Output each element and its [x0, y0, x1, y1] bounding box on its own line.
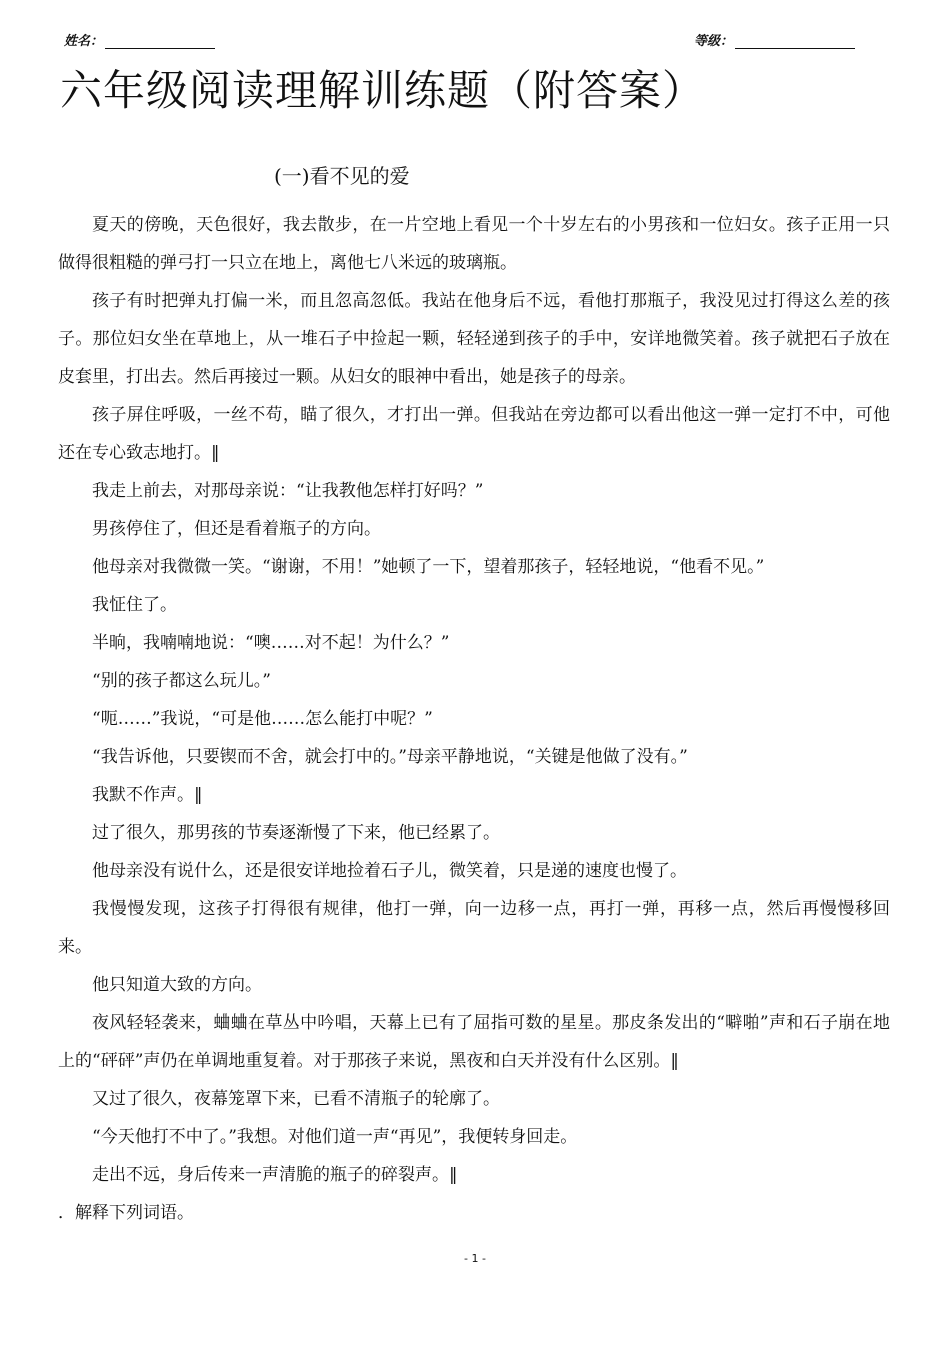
name-label: 姓名： — [64, 34, 104, 49]
document-title: 六年级阅读理解训练题（附答案） — [60, 66, 706, 115]
grade-label: 等级： — [694, 34, 734, 49]
page-number: - 1 - — [464, 1252, 486, 1265]
paragraph: 我慢慢发现，这孩子打得很有规律，他打一弹，向一边移一点，再打一弹，再移一点，然后再慢慢移回来。 — [58, 899, 890, 957]
paragraph: 男孩停住了，但还是看着瓶子的方向。 — [92, 519, 381, 539]
paragraph: “我告诉他，只要锲而不舍，就会打中的。”母亲平静地说，“关键是他做了没有。” — [92, 747, 688, 767]
paragraph: 走出不远，身后传来一声清脆的瓶子的碎裂声。‖ — [92, 1165, 458, 1185]
paragraph: 又过了很久，夜幕笼罩下来，已看不清瓶子的轮廓了。 — [92, 1089, 500, 1109]
paragraph: 我走上前去，对那母亲说：“让我教他怎样打好吗？” — [92, 481, 484, 501]
question-prompt: ．解释下列词语。 — [58, 1203, 194, 1223]
paragraph: 半晌，我喃喃地说：“噢……对不起！为什么？” — [92, 633, 450, 653]
paragraph: 我默不作声。‖ — [92, 785, 203, 805]
paragraph: 夏天的傍晚，天色很好，我去散步，在一片空地上看见一个十岁左右的小男孩和一位妇女。孩子正用一只做得很粗糙的弹弓打一只立在地上，离他七八米远的玻璃瓶。 — [58, 215, 890, 273]
paragraph: 过了很久，那男孩的节奏逐渐慢了下来，他已经累了。 — [92, 823, 500, 843]
paragraph: “别的孩子都这么玩儿。” — [92, 671, 271, 691]
paragraph: 他只知道大致的方向。 — [92, 975, 262, 995]
grade-field — [694, 30, 855, 49]
passage-body — [58, 206, 890, 1232]
paragraph: 孩子有时把弹丸打偏一米，而且忽高忽低。我站在他身后不远，看他打那瓶子，我没见过打得这么差的孩子。那位妇女坐在草地上，从一堆石子中捡起一颗，轻轻递到孩子的手中，安详地微笑着。孩子就把石子放在皮套里，打出去。然后再接过一颗。从妇女的眼神中看出，她是孩子的母亲。 — [58, 291, 890, 387]
paragraph: “呃……”我说，“可是他……怎么能打中呢？” — [92, 709, 433, 729]
paragraph: 他母亲没有说什么，还是很安详地捡着石子儿，微笑着，只是递的速度也慢了。 — [92, 861, 687, 881]
name-blank-line — [105, 36, 215, 49]
paragraph: 孩子屏住呼吸，一丝不苟，瞄了很久，才打出一弹。但我站在旁边都可以看出他这一弹一定打不中，可他还在专心致志地打。‖ — [58, 405, 890, 463]
grade-blank-line — [735, 36, 855, 49]
name-field — [64, 30, 215, 49]
paragraph: “今天他打不中了。”我想。对他们道一声“再见”，我便转身回走。 — [92, 1127, 578, 1147]
paragraph: 他母亲对我微微一笑。“谢谢，不用！”她顿了一下，望着那孩子，轻轻地说，“他看不见。” — [92, 557, 765, 577]
paragraph: 我怔住了。 — [92, 595, 177, 615]
paragraph: 夜风轻轻袭来，蛐蛐在草丛中吟唱，天幕上已有了屈指可数的星星。那皮条发出的“噼啪”声和石子崩在地上的“砰砰”声仍在单调地重复着。对于那孩子来说，黑夜和白天并没有什么区别。‖ — [58, 1013, 890, 1071]
passage-title: (一)看不见的爱 — [274, 164, 410, 188]
